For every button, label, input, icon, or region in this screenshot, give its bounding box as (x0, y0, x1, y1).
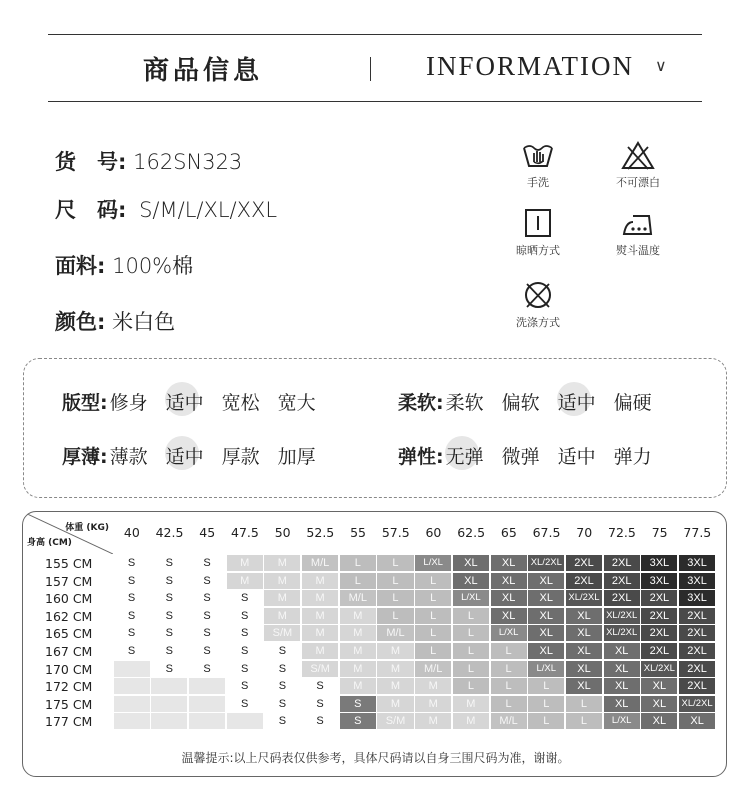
size-cell: S (151, 661, 187, 677)
size-cell: S (151, 625, 187, 641)
size-cell: L (415, 643, 451, 659)
size-cell: XL (491, 573, 527, 589)
size-cell: S (227, 696, 263, 712)
info-label: 颜色: (55, 310, 106, 334)
height-row-label: 155 CM (45, 556, 93, 571)
size-cell: XL (604, 643, 640, 659)
size-cell: L (415, 573, 451, 589)
care-label: 晾晒方式 (516, 244, 560, 257)
attribute-option-selected: 适中 (166, 442, 204, 469)
info-value: 100%棉 (112, 254, 194, 278)
size-cell: S/M (264, 625, 300, 641)
chevron-down-icon: ∨ (655, 56, 667, 75)
info-value: 162SN323 (133, 150, 243, 174)
size-cell: L (566, 696, 602, 712)
size-cell: S (264, 713, 300, 729)
size-cell: XL (566, 625, 602, 641)
size-cell: 3XL (679, 573, 715, 589)
size-cell: L (528, 713, 564, 729)
no-bleach-icon (621, 140, 655, 170)
size-cell: S (227, 608, 263, 624)
size-cell: S (189, 555, 225, 571)
info-article-number (55, 146, 242, 176)
size-cell: XL (566, 678, 602, 694)
size-cell: M (264, 608, 300, 624)
attribute-row (398, 442, 652, 469)
size-cell (151, 696, 187, 712)
size-cell: XL (566, 608, 602, 624)
attribute-label: 版型: (62, 392, 108, 414)
size-cell: M (415, 696, 451, 712)
size-cell: S (189, 590, 225, 606)
size-cell: M/L (340, 590, 376, 606)
line-dry-icon (521, 208, 555, 238)
size-cell: L (415, 590, 451, 606)
size-cell: M (302, 573, 338, 589)
size-cell: M (415, 678, 451, 694)
size-cell: 3XL (641, 555, 677, 571)
size-cell: S (227, 643, 263, 659)
size-cell: S (189, 573, 225, 589)
attribute-label: 柔软: (398, 392, 444, 414)
size-cell: L (453, 661, 489, 677)
size-cell: L (566, 713, 602, 729)
header-top-rule (48, 34, 702, 35)
attribute-option: 宽松 (221, 392, 260, 414)
size-cell: S (340, 713, 376, 729)
size-cell: S (189, 625, 225, 641)
no-dry-clean-icon (521, 280, 555, 310)
size-cell: L (377, 573, 413, 589)
size-cell: M (264, 555, 300, 571)
size-cell: L (528, 678, 564, 694)
attribute-label: 弹性: (398, 446, 444, 468)
size-cell: M/L (302, 555, 338, 571)
size-cell: S (114, 608, 150, 624)
size-cell: S (114, 555, 150, 571)
size-cell: XL (453, 555, 489, 571)
size-cell: L (491, 696, 527, 712)
size-cell: XL (528, 608, 564, 624)
care-label: 手洗 (527, 176, 549, 189)
size-cell: S (114, 590, 150, 606)
size-cell (114, 678, 150, 694)
care-no-dry-clean (503, 280, 573, 330)
size-cell: 2XL (641, 625, 677, 641)
size-cell: 2XL (604, 555, 640, 571)
weight-column-header: 60 (425, 525, 442, 540)
iron-icon (621, 208, 655, 238)
weight-column-header: 55 (350, 525, 366, 540)
size-cell: S (114, 643, 150, 659)
info-size (55, 194, 277, 224)
attribute-option-selected: 适中 (166, 388, 204, 415)
size-cell: XL (641, 713, 677, 729)
size-cell: XL (604, 661, 640, 677)
size-cell: 3XL (679, 590, 715, 606)
size-cell: L (453, 643, 489, 659)
size-chart (22, 511, 727, 777)
attribute-row (398, 388, 652, 415)
care-hand-wash (503, 140, 573, 190)
attribute-option: 修身 (109, 392, 148, 414)
size-cell: M (340, 661, 376, 677)
size-cell (151, 713, 187, 729)
size-cell: L/XL (491, 625, 527, 641)
weight-column-header: 45 (199, 525, 216, 540)
size-cell: M (302, 625, 338, 641)
size-cell: S (227, 661, 263, 677)
size-cell: XL (453, 573, 489, 589)
size-cell: S/M (377, 713, 413, 729)
size-cell: S (189, 661, 225, 677)
size-cell: M (340, 643, 376, 659)
weight-column-header: 50 (274, 525, 291, 540)
weight-column-header: 72.5 (608, 525, 636, 540)
attribute-option: 适中 (557, 446, 596, 468)
size-cell: 2XL (679, 678, 715, 694)
weight-column-header: 40 (123, 525, 140, 540)
height-row-label: 170 CM (45, 661, 93, 677)
care-iron (603, 208, 673, 258)
info-fabric (55, 250, 193, 280)
size-cell: S (227, 625, 263, 641)
fit-attributes-box (23, 358, 727, 498)
size-cell: L/XL (453, 590, 489, 606)
size-cell (227, 713, 263, 729)
attribute-option: 宽大 (277, 392, 316, 414)
size-cell: XL (528, 573, 564, 589)
size-cell (114, 713, 150, 729)
size-cell: L/XL (604, 713, 640, 729)
size-cell: 2XL (679, 661, 715, 677)
size-cell: M (453, 713, 489, 729)
size-cell: S (264, 643, 300, 659)
title-chinese: 商品信息 (143, 56, 264, 86)
size-cell: 3XL (679, 555, 715, 571)
size-cell: M/L (415, 661, 451, 677)
size-cell: S (340, 696, 376, 712)
attribute-option: 微弹 (501, 446, 540, 468)
size-cell: S (151, 643, 187, 659)
size-tip: 温馨提示:以上尺码表仅供参考，具体尺码请以自身三围尺码为准，谢谢。 (181, 751, 570, 765)
weight-column-header: 75 (651, 525, 668, 540)
attribute-label: 厚薄: (62, 446, 108, 468)
header-bottom-rule (48, 101, 702, 102)
size-cell: XL/2XL (604, 608, 640, 624)
size-cell: S (302, 678, 338, 694)
size-cell: M (302, 643, 338, 659)
size-cell: L (453, 625, 489, 641)
height-header: 身高 (CM) (27, 538, 72, 548)
attribute-option-selected: 适中 (558, 388, 596, 415)
size-cell: XL (528, 643, 564, 659)
size-cell: L (377, 608, 413, 624)
size-cell: XL (528, 590, 564, 606)
size-cell: M (302, 590, 338, 606)
attribute-option: 偏软 (501, 392, 540, 414)
attribute-option: 厚款 (221, 446, 260, 468)
size-cell: M (377, 696, 413, 712)
info-value: S/M/L/XL/XXL (139, 198, 278, 222)
size-cell: XL (604, 678, 640, 694)
size-cell: M (302, 608, 338, 624)
info-value: 米白色 (112, 310, 176, 334)
size-cell: M (377, 678, 413, 694)
size-cell: XL (566, 661, 602, 677)
height-row-label: 177 CM (45, 714, 93, 730)
size-cell: XL (491, 555, 527, 571)
weight-header: 体重 (KG) (65, 523, 109, 533)
size-cell: S (227, 590, 263, 606)
size-cell: S (227, 678, 263, 694)
size-cell: L (377, 555, 413, 571)
info-label: 货 号: (55, 150, 127, 174)
size-cell: L (340, 555, 376, 571)
size-cell: S (264, 696, 300, 712)
size-cell: L (491, 678, 527, 694)
attribute-option: 偏硬 (613, 392, 652, 414)
care-line-dry (503, 208, 573, 258)
size-cell: S (189, 643, 225, 659)
size-cell: S (114, 625, 150, 641)
weight-column-header: 65 (500, 525, 517, 540)
attribute-row (62, 388, 316, 415)
attribute-row (62, 442, 316, 469)
size-cell: M (340, 678, 376, 694)
weight-column-header: 57.5 (381, 525, 410, 540)
size-cell: XL (641, 678, 677, 694)
size-cell: M (340, 625, 376, 641)
size-cell: 2XL (679, 608, 715, 624)
attribute-option: 薄款 (109, 446, 148, 468)
size-cell: XL (491, 590, 527, 606)
size-cell: L (377, 590, 413, 606)
info-color (55, 306, 175, 336)
size-cell: S (302, 696, 338, 712)
size-cell: L (415, 625, 451, 641)
size-cell: M (377, 643, 413, 659)
weight-column-header: 42.5 (155, 525, 184, 540)
care-no-bleach (603, 140, 673, 190)
size-cell: XL (566, 643, 602, 659)
size-cell: S (264, 661, 300, 677)
size-cell: 2XL (566, 555, 602, 571)
size-cell: M/L (377, 625, 413, 641)
weight-column-header: 52.5 (306, 525, 335, 540)
attribute-option-selected: 无弹 (446, 442, 484, 469)
height-row-label: 165 CM (45, 626, 93, 642)
height-row-label: 157 CM (45, 573, 93, 589)
size-cell: L (491, 643, 527, 659)
title-english: INFORMATION (426, 51, 635, 81)
size-cell: S (151, 573, 187, 589)
care-label: 洗涤方式 (516, 316, 560, 329)
size-cell: M (340, 608, 376, 624)
size-cell: 2XL (641, 643, 677, 659)
size-cell: XL/2XL (528, 555, 564, 571)
size-cell: L/XL (528, 661, 564, 677)
title-divider (370, 57, 371, 81)
size-cell: 2XL (604, 590, 640, 606)
size-cell: M (227, 573, 263, 589)
weight-column-header: 70 (576, 525, 593, 540)
size-cell: M (453, 696, 489, 712)
size-cell (114, 661, 150, 677)
size-cell: 3XL (641, 573, 677, 589)
size-cell (151, 678, 187, 694)
care-label: 熨斗温度 (616, 244, 660, 257)
care-label: 不可漂白 (616, 176, 660, 189)
size-cell: S (302, 713, 338, 729)
size-cell: S (151, 555, 187, 571)
weight-column-header: 77.5 (683, 525, 712, 540)
info-label: 尺 码: (55, 198, 127, 222)
attribute-option: 加厚 (277, 446, 316, 468)
hand-wash-icon (521, 140, 555, 170)
size-cell: L (453, 608, 489, 624)
size-cell: XL (679, 713, 715, 729)
size-cell: L (528, 696, 564, 712)
size-cell: 2XL (679, 625, 715, 641)
size-cell: L (340, 573, 376, 589)
size-cell: M (377, 661, 413, 677)
size-cell: 2XL (679, 643, 715, 659)
height-row-label: 162 CM (45, 608, 93, 624)
size-cell: L (491, 661, 527, 677)
weight-column-header: 47.5 (231, 525, 259, 540)
size-cell (189, 678, 225, 694)
size-cell: M (264, 590, 300, 606)
weight-column-header: 67.5 (532, 525, 561, 540)
size-cell: XL (604, 696, 640, 712)
size-cell: S (151, 590, 187, 606)
size-cell: XL/2XL (641, 661, 677, 677)
size-cell: 2XL (604, 573, 640, 589)
height-row-label: 160 CM (45, 591, 93, 607)
size-cell: XL/2XL (604, 625, 640, 641)
size-cell (114, 696, 150, 712)
size-cell: XL (528, 625, 564, 641)
size-cell: L (415, 608, 451, 624)
size-cell: XL/2XL (566, 590, 602, 606)
attribute-option: 弹力 (613, 446, 652, 468)
size-cell: L (453, 678, 489, 694)
size-cell: L/XL (415, 555, 451, 571)
size-cell: S (264, 678, 300, 694)
size-cell (189, 696, 225, 712)
size-cell: XL/2XL (679, 696, 715, 712)
size-cell: S/M (302, 661, 338, 677)
size-cell: M (264, 573, 300, 589)
size-cell: XL (641, 696, 677, 712)
size-cell: XL (491, 608, 527, 624)
size-cell (189, 713, 225, 729)
table-corner (23, 512, 113, 554)
height-row-label: 175 CM (45, 696, 93, 712)
info-label: 面料: (55, 254, 106, 278)
size-cell: S (114, 573, 150, 589)
size-cell: M (415, 713, 451, 729)
weight-column-header: 62.5 (457, 525, 486, 540)
size-cell: 2XL (566, 573, 602, 589)
height-row-label: 167 CM (45, 644, 93, 659)
size-cell: S (189, 608, 225, 624)
size-cell: M (227, 555, 263, 571)
size-cell: 2XL (641, 590, 677, 606)
size-cell: S (151, 608, 187, 624)
attribute-option: 柔软 (445, 392, 484, 414)
height-row-label: 172 CM (45, 679, 93, 695)
size-cell: 2XL (641, 608, 677, 624)
size-cell: M/L (491, 713, 527, 729)
